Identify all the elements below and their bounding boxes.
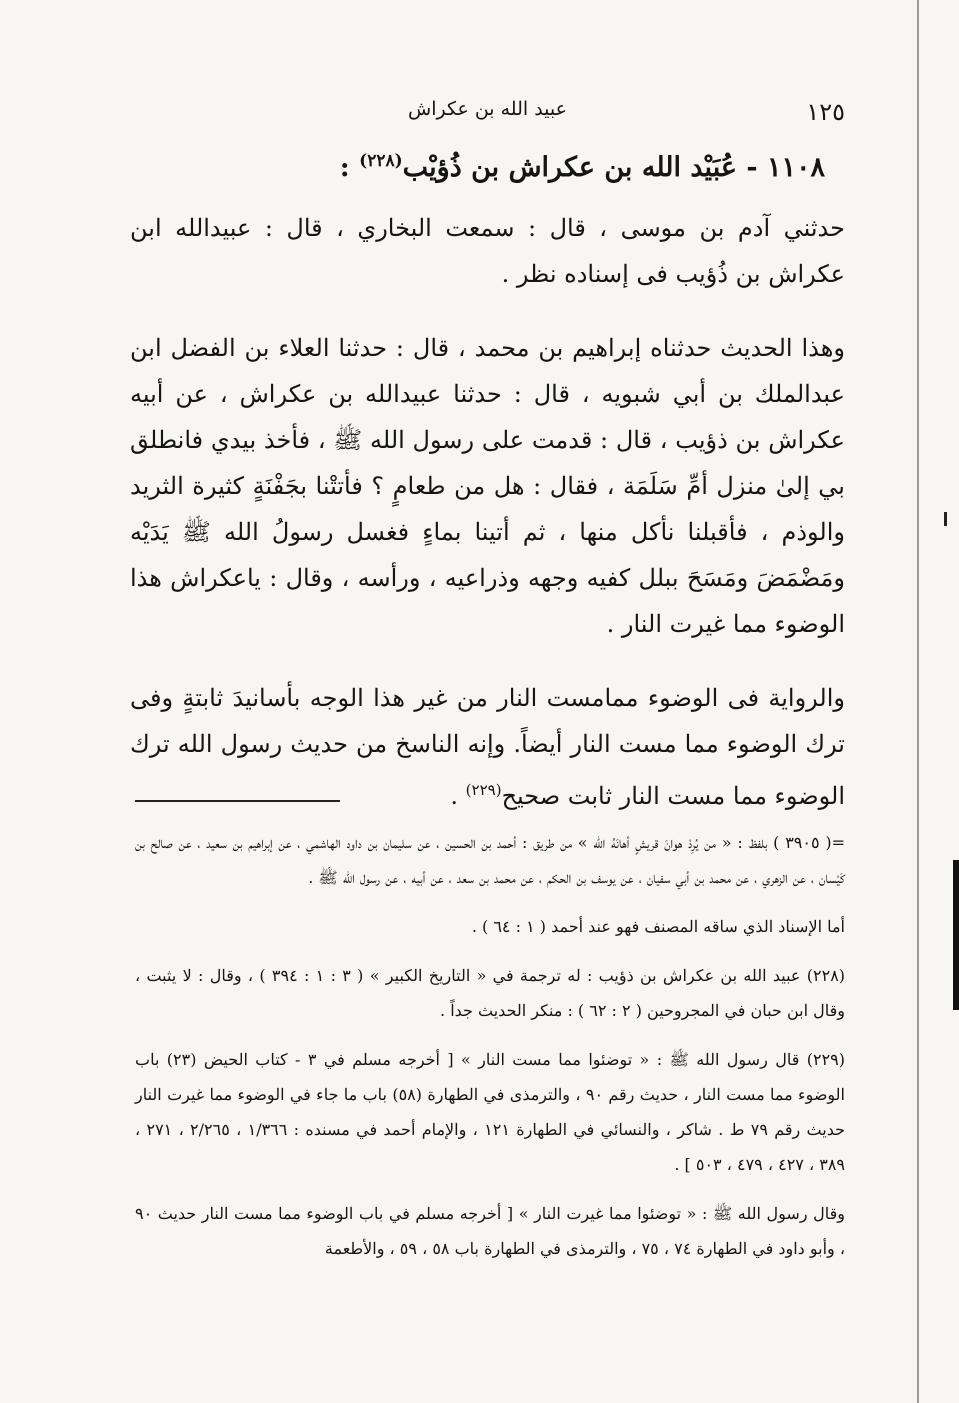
paragraph-3-text: والرواية فى الوضوء ممامست النار من غير هذا الوجه بأسانيدَ ثابتةٍ وفى ترك الوضوء مما مست النار أيضاً. وإنه الناسخ من حديث رسول الله ترك الوضوء مما مست النار ثابت صحيح: [130, 684, 845, 810]
footnote-continuation: =( ٣٩٠٥ ) بلفظ : « من يُرِدْ هوانَ قريشٍ أهانَهُ الله » من طريق : أحمد بن الحسين ، عن سليمان بن داود الهاشمي ، عن إبراهيم بن سعيد ، عن صالح بن كَيْسان ، عن الزهري ، عن محمد بن أبي سفيان ، عن يوسف بن الحكم ، عن محمد بن سعد ، عن أبيه ، عن رسول الله ﷺ .: [135, 833, 846, 887]
footnote-228: (٢٢٨) عبيد الله بن عكراش بن ذؤيب : له ترجمة في « التاريخ الكبير » ( ٣ : ١ : ٣٩٤ ) ، وقال : لا يثبت ، وقال ابن حبان في المجروحين ( ٢ : ٦٢ ) : منكر الحديث جداً .: [135, 966, 846, 1020]
paragraph-3-ref: (٢٢٩): [465, 781, 502, 799]
footnote-separator: [135, 800, 340, 802]
footnote-note: أما الإسناد الذي ساقه المصنف فهو عند أحمد ( ١ : ٦٤ ) .: [471, 917, 845, 936]
page-edge-line: [917, 0, 919, 1403]
entry-heading-tail: :: [339, 152, 360, 183]
entry-heading: [130, 142, 825, 187]
entry-heading-text: ١١٠٨ - عُبَيْد الله بن عكراش بن ذُؤيْب: [402, 152, 825, 183]
scan-edge-mark: [953, 860, 959, 1010]
paragraph-3: [130, 675, 845, 819]
footnote-229-continued: وقال رسول الله ﷺ : « توضئوا مما غيرت النار » [ أخرجه مسلم في باب الوضوء مما مست النار حديث ٩٠ ، وأبو داود في الطهارة ٧٤ ، ٧٥ ، والترمذى في الطهارة باب ٥٨ ، ٥٩ ، والأطعمة: [135, 1204, 845, 1258]
page-number: ١٢٥: [806, 98, 845, 126]
paragraph-1: حدثني آدم بن موسى ، قال : سمعت البخاري ، قال : عبيدالله ابن عكراش بن ذُؤيب فى إسناده نظر .: [130, 214, 845, 288]
scan-edge-tick: [944, 512, 947, 526]
paragraph-2: وهذا الحديث حدثناه إبراهيم بن محمد ، قال : حدثنا العلاء بن الفضل ابن عبدالملك بن أبي شبويه ، قال : حدثنا عبيدالله بن عكراش ، عن أبيه عكراش بن ذؤيب ، قال : قدمت على رسول الله ﷺ ، فأخذ بيدي فانطلق بي إلىٰ منزل أمِّ سَلَمَة ، فقال : هل من طعامٍ ؟ فأتتْنا بجَفْنَةٍ كثيرة الثريد والوذم ، فأقبلنا نأكل منها ، ثم أتينا بماءٍ فغسل رسولُ الله ﷺ يَدَيْه ومَضْمَضَ ومَسَحَ ببلل كفيه وجهه وذراعيه ، ورأسه ، وقال : ياعكراش هذا الوضوء مما غيرت النار .: [130, 334, 845, 638]
page-body: [130, 92, 845, 847]
footnote-229: (٢٢٩) قال رسول الله ﷺ : « توضئوا مما مست النار » [ أخرجه مسلم في ٣ - كتاب الحيض (٢٣) باب الوضوء مما مست النار ، حديث رقم ٩٠ ، والترمذى في الطهارة (٥٨) باب ما جاء في الوضوء مما غيرت النار حديث رقم ٧٩ ط . شاكر ، والنسائي في الطهارة ١٢١ ، والإمام أحمد في مسنده : ١/٣٦٦ ، ٢/٢٦٥ ، ٢٧١ ، ٣٨٩ ، ٤٢٧ ، ٤٧٩ ، ٥٠٣ ] .: [135, 1050, 846, 1174]
entry-heading-ref: (٢٢٨): [359, 151, 403, 171]
footnotes: [135, 825, 845, 1280]
running-title: عبيد الله بن عكراش: [408, 98, 567, 120]
paragraph-3-tail: .: [450, 782, 466, 810]
running-head: [130, 92, 845, 132]
